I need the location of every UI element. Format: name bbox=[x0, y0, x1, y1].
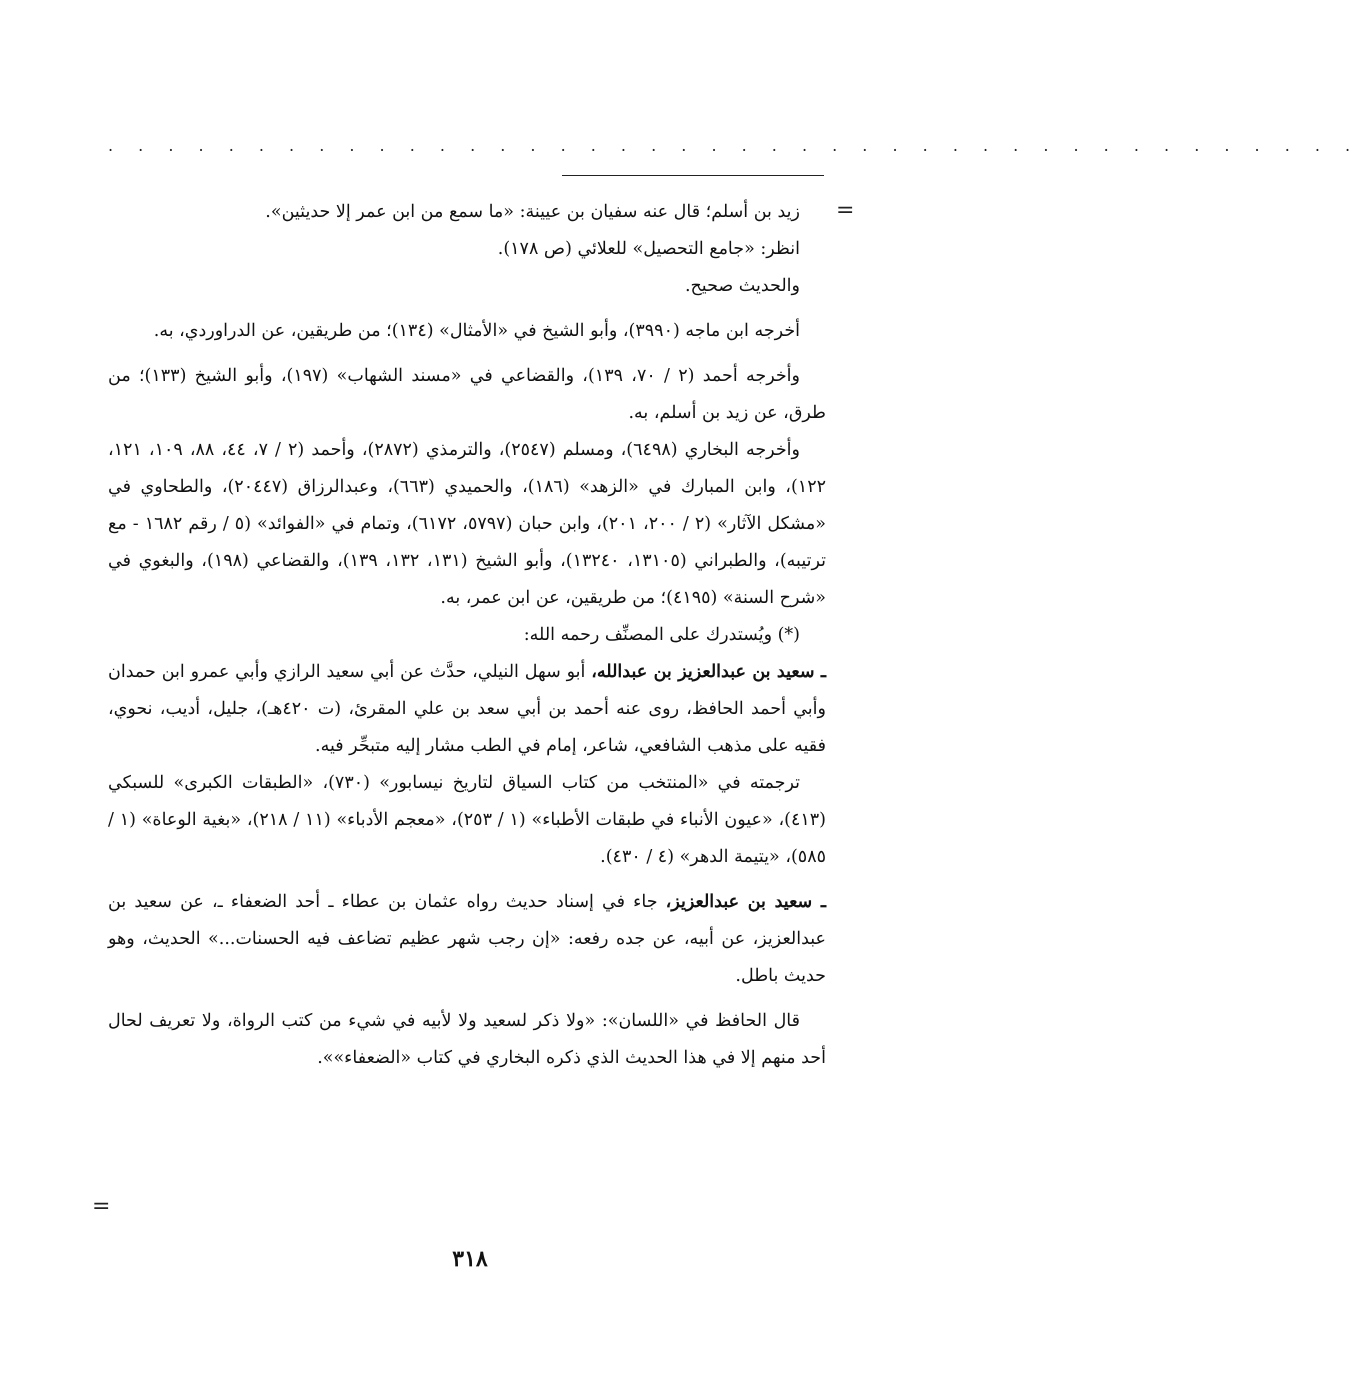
footnote-takhrij-ahmad: وأخرجه أحمد (٢ / ٧٠، ١٣٩)، والقضاعي في «مسند الشهاب» (١٩٧)، وأبو الشيخ (١٣٣)؛ من طرق، عن زيد بن أسلم، به. bbox=[108, 366, 826, 423]
mustadrak-heading: (*) ويُستدرك على المصنِّف رحمه الله: bbox=[523, 625, 800, 645]
footnote-line-grading: والحديث صحيح. bbox=[684, 276, 800, 296]
header-dot-leader: . . . . . . . . . . . . . . . . . . . . . . . . . . . . . . . . . . . . . . . . . . bbox=[108, 136, 1360, 155]
entry-2-name: ـ سعيد بن عبدالعزيز، bbox=[665, 892, 826, 912]
entry-1-name: ـ سعيد بن عبدالعزيز بن عبدالله، bbox=[591, 662, 827, 682]
footnote-takhrij-ibn-majah: أخرجه ابن ماجه (٣٩٩٠)، وأبو الشيخ في «الأمثال» (١٣٤)؛ من طريقين، عن الدراوردي، به. bbox=[153, 321, 800, 341]
footnote-line-zaid: زيد بن أسلم؛ قال عنه سفيان بن عيينة: «ما سمع من ابن عمر إلا حديثين». bbox=[265, 202, 800, 222]
continuation-marker-bottom: = bbox=[92, 1194, 111, 1219]
continuation-marker-top: = bbox=[836, 198, 855, 223]
entry-2-text: جاء في إسناد حديث رواه عثمان بن عطاء ـ أحد الضعفاء ـ، عن سعيد بن عبدالعزيز، عن أبيه، عن جده رفعه: «إن رجب شهر عظيم تضاعف فيه الحسنات...» الحديث، وهو حديث باطل. bbox=[108, 892, 826, 986]
entry-1-references: ترجمته في «المنتخب من كتاب السياق لتاريخ نيسابور» (٧٣٠)، «الطبقات الكبرى» للسبكي (٤١٣)، «عيون الأنباء في طبقات الأطباء» (١ / ٢٥٣)، «معجم الأدباء» (١١ / ٢١٨)، «بغية الوعاة» (١ / ٥٨٥)، «يتيمة الدهر» (٤ / ٤٣٠). bbox=[108, 773, 826, 867]
page-number: ٣١٨ bbox=[452, 1246, 488, 1272]
entry-said-ibn-abdulaziz-nili bbox=[108, 654, 826, 765]
footnote-body bbox=[108, 194, 826, 1077]
entry-1-text: أبو سهل النيلي، حدَّث عن أبي سعيد الرازي وأبي عمرو ابن حمدان وأبي أحمد الحافظ، روى عنه أحمد بن أبي سعد بن علي المقرئ، (ت ٤٢٠هـ)، جليل، أديب، نحوي، فقيه على مذهب الشافعي، شاعر، إمام في الطب مشار إليه متبحِّر فيه. bbox=[108, 662, 826, 756]
footnote-takhrij-bukhari: وأخرجه البخاري (٦٤٩٨)، ومسلم (٢٥٤٧)، والترمذي (٢٨٧٢)، وأحمد (٢ / ٧، ٤٤، ٨٨، ١٠٩، ١٢١، ١٢٢)، وابن المبارك في «الزهد» (١٨٦)، والحميدي (٦٦٣)، وعبدالرزاق (٢٠٤٤٧)، والطحاوي في «مشكل الآثار» (٢ / ٢٠٠، ٢٠١)، وابن حبان (٥٧٩٧، ٦١٧٢)، وتمام في «الفوائد» (٥ / رقم ١٦٨٢ - مع ترتيبه)، والطبراني (١٣١٠٥، ١٣٢٤٠)، وأبو الشيخ (١٣١، ١٣٢، ١٣٩)، والقضاعي (١٩٨)، والبغوي في «شرح السنة» (٤١٩٥)؛ من طريقين، عن ابن عمر، به. bbox=[108, 440, 827, 608]
footnote-line-reference: انظر: «جامع التحصيل» للعلائي (ص ١٧٨). bbox=[497, 239, 800, 259]
entry-2-lisan-quote: قال الحافظ في «اللسان»: «ولا ذكر لسعيد ولا لأبيه في شيء من كتب الرواة، ولا تعريف لحال أحد منهم إلا في هذا الحديث الذي ذكره البخاري في كتاب «الضعفاء»». bbox=[108, 1011, 826, 1068]
entry-said-ibn-abdulaziz-rajab bbox=[108, 884, 826, 995]
footnote-separator-rule bbox=[562, 175, 824, 176]
